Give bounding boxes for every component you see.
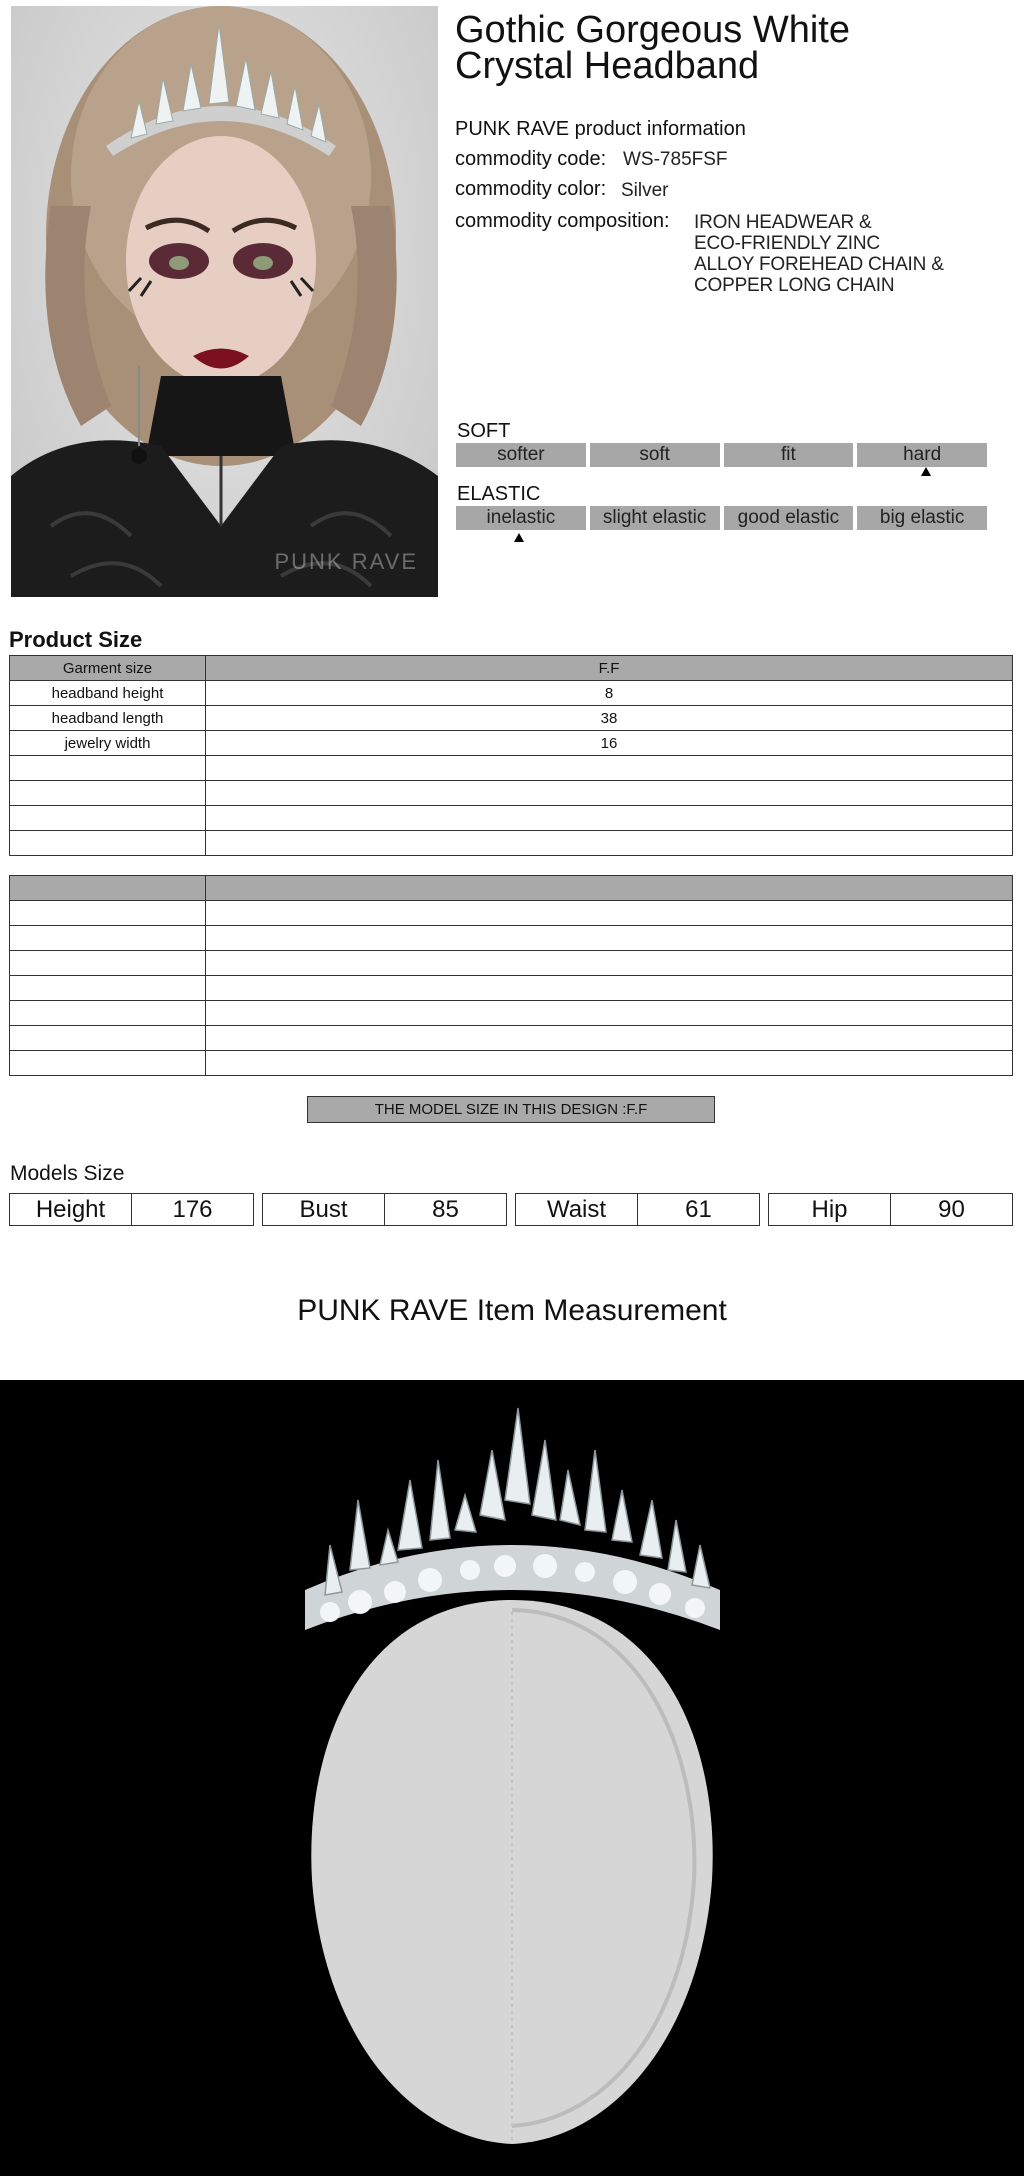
- table-header-cell: F.F: [206, 656, 1013, 681]
- elastic-option: big elastic: [857, 506, 987, 530]
- table-cell: [10, 926, 206, 951]
- table-cell: [206, 1051, 1013, 1076]
- table-cell: 38: [206, 706, 1013, 731]
- table-cell: [206, 951, 1013, 976]
- elastic-option: inelastic: [456, 506, 586, 530]
- model-measure-value: 85: [432, 1196, 459, 1223]
- soft-option: softer: [456, 443, 586, 467]
- model-bust: [262, 1193, 507, 1226]
- model-measure-label: Height: [10, 1194, 132, 1225]
- table-row: [10, 706, 1013, 731]
- table-cell: [10, 951, 206, 976]
- table-cell: [206, 756, 1013, 781]
- models-size-row: [9, 1193, 1013, 1226]
- table-cell: 8: [206, 681, 1013, 706]
- brand-info: PUNK RAVE product information: [455, 118, 746, 140]
- commodity-color-value: Silver: [621, 180, 669, 201]
- model-photo: [11, 6, 438, 597]
- table-cell: [206, 1001, 1013, 1026]
- table-cell: 16: [206, 731, 1013, 756]
- table-row: [10, 1051, 1013, 1076]
- model-height: [9, 1193, 254, 1226]
- commodity-code-value: WS-785FSF: [623, 149, 728, 170]
- item-measurement-title: PUNK RAVE Item Measurement: [297, 1294, 727, 1327]
- table-cell: [206, 976, 1013, 1001]
- table-row: [10, 1026, 1013, 1051]
- model-waist: [515, 1193, 760, 1226]
- table-row: [10, 756, 1013, 781]
- commodity-composition-value: IRON HEADWEAR & ECO-FRIENDLY ZINC ALLOY FOREHEAD CHAIN & COPPER LONG CHAIN: [694, 212, 944, 296]
- table-row: [10, 806, 1013, 831]
- soft-scale: [456, 443, 987, 467]
- table-cell: [206, 781, 1013, 806]
- table-cell: [10, 976, 206, 1001]
- table-cell: [10, 1001, 206, 1026]
- table-row: [10, 926, 1013, 951]
- elastic-option: slight elastic: [590, 506, 720, 530]
- model-measure-label: Hip: [769, 1194, 891, 1225]
- table-row: [10, 951, 1013, 976]
- elastic-scale: [456, 506, 987, 530]
- soft-option: hard: [857, 443, 987, 467]
- soft-option: soft: [590, 443, 720, 467]
- table-cell: jewelry width: [10, 731, 206, 756]
- commodity-code-label: commodity code:: [455, 148, 607, 170]
- models-size-title: Models Size: [10, 1162, 125, 1185]
- model-measure-label: Waist: [516, 1194, 638, 1225]
- table-cell: [10, 1026, 206, 1051]
- table-cell: [10, 781, 206, 806]
- table-row: [10, 731, 1013, 756]
- soft-scale-label: SOFT: [457, 420, 511, 442]
- table-cell: [10, 756, 206, 781]
- table-header-row: [10, 656, 1013, 681]
- table-cell: [206, 926, 1013, 951]
- headband-product-photo: [0, 1380, 1024, 2176]
- elastic-option: good elastic: [724, 506, 854, 530]
- table-cell: [206, 901, 1013, 926]
- table-header-cell: [206, 876, 1013, 901]
- table-row: [10, 901, 1013, 926]
- table-header-cell: Garment size: [10, 656, 206, 681]
- table-cell: [206, 831, 1013, 856]
- photo-watermark: PUNK RAVE: [274, 549, 418, 574]
- table-row: [10, 781, 1013, 806]
- soft-option: fit: [724, 443, 854, 467]
- soft-selected-marker-icon: [921, 467, 931, 476]
- table-row: [10, 976, 1013, 1001]
- model-measure-value: 176: [172, 1196, 213, 1223]
- model-hip: [768, 1193, 1013, 1226]
- table-cell: [10, 806, 206, 831]
- model-size-design-note: THE MODEL SIZE IN THIS DESIGN :F.F: [307, 1096, 715, 1123]
- table-row: [10, 681, 1013, 706]
- model-measure-value: 61: [685, 1196, 712, 1223]
- table-row: [10, 831, 1013, 856]
- table-header-row: [10, 876, 1013, 901]
- table-cell: [206, 1026, 1013, 1051]
- table-cell: [10, 901, 206, 926]
- table-cell: [10, 1051, 206, 1076]
- table-cell: headband length: [10, 706, 206, 731]
- product-size-table: [9, 655, 1013, 856]
- table-header-cell: [10, 876, 206, 901]
- elastic-scale-label: ELASTIC: [457, 483, 541, 505]
- table-cell: [10, 831, 206, 856]
- table-cell: headband height: [10, 681, 206, 706]
- model-measure-label: Bust: [263, 1194, 385, 1225]
- table-cell: [206, 806, 1013, 831]
- secondary-size-table: [9, 875, 1013, 1076]
- table-row: [10, 1001, 1013, 1026]
- product-title: Gothic Gorgeous White Crystal Headband: [455, 9, 850, 87]
- elastic-selected-marker-icon: [514, 533, 524, 542]
- commodity-color-label: commodity color:: [455, 178, 607, 200]
- commodity-composition-label: commodity composition:: [455, 210, 670, 232]
- model-measure-value: 90: [938, 1196, 965, 1223]
- product-size-title: Product Size: [9, 627, 143, 652]
